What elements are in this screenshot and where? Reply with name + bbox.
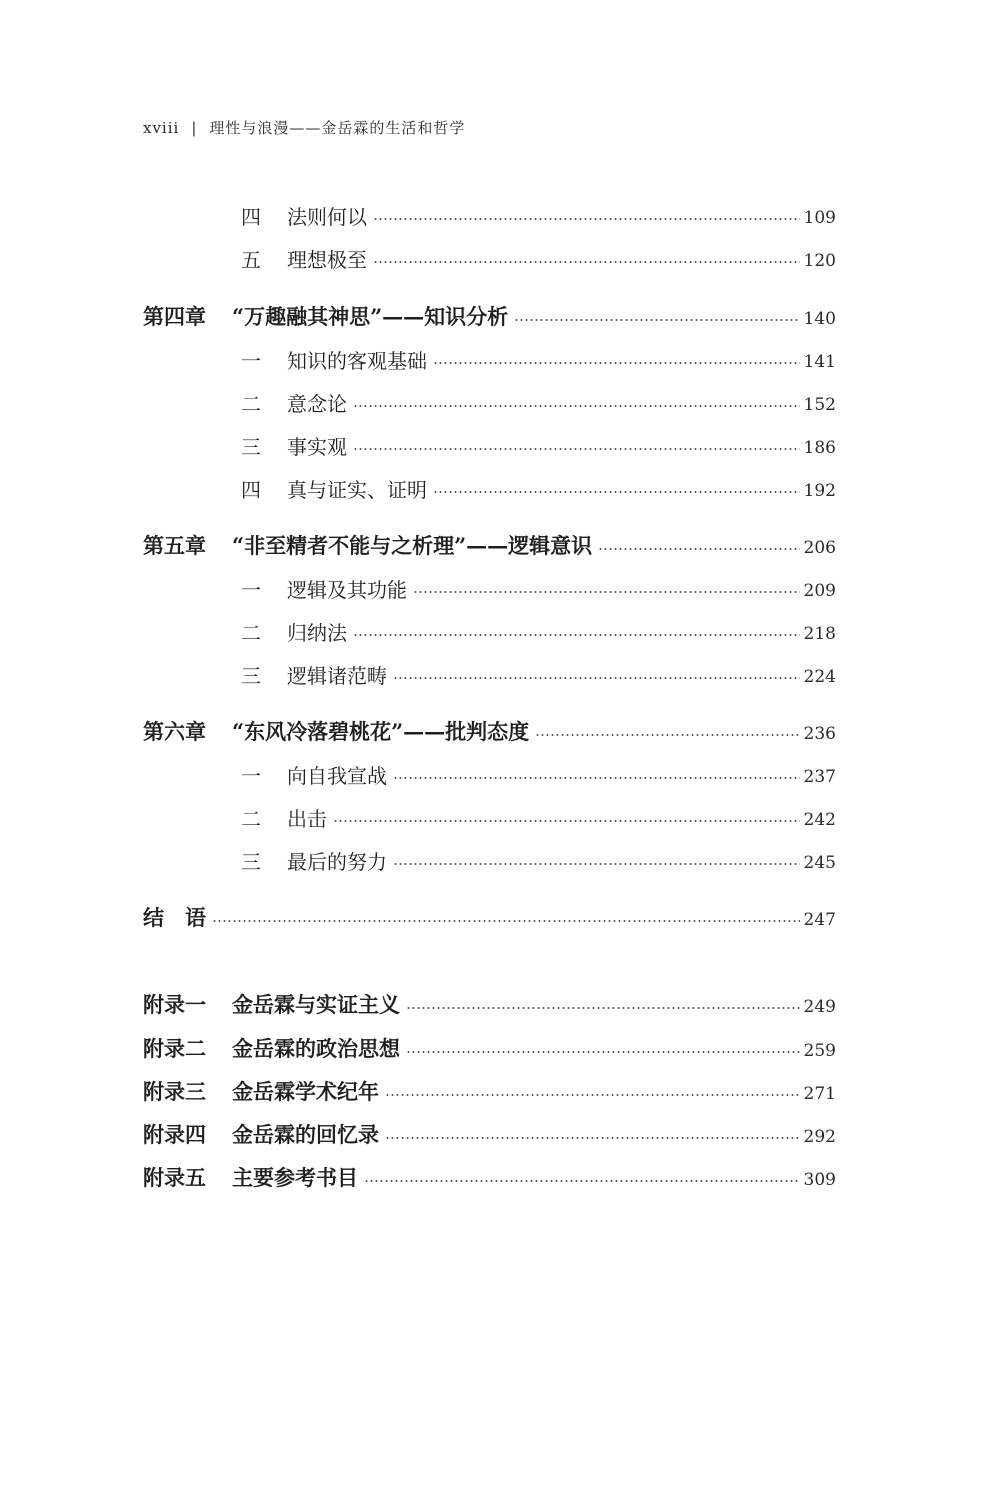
toc-chapter-entry (143, 1119, 836, 1149)
page-label: xviii (143, 119, 180, 137)
dot-leader (433, 362, 800, 364)
page-number: 242 (803, 810, 836, 830)
toc-chapter-entry (143, 902, 836, 932)
section-title: 真与证实、证明 (287, 477, 427, 502)
toc-section-entry (241, 802, 836, 832)
section-number: 四 (241, 477, 261, 502)
chapter-title: 金岳霖学术纪年 (232, 1079, 379, 1104)
dot-leader (393, 777, 800, 779)
dot-leader (514, 319, 799, 321)
toc-chapter-entry (143, 989, 836, 1019)
page-number: 218 (803, 624, 836, 644)
section-number: 一 (241, 577, 261, 602)
toc-section-entry (241, 659, 836, 689)
page-number: 186 (803, 438, 836, 458)
page-number: 140 (803, 309, 836, 329)
chapter-label: 第五章 (143, 533, 206, 558)
page-number: 109 (803, 208, 836, 228)
page-number: 120 (803, 251, 836, 271)
page-number: 309 (803, 1170, 836, 1190)
toc-section-entry (241, 473, 836, 503)
section-title: 法则何以 (287, 204, 367, 229)
page-number: 209 (803, 581, 836, 601)
section-title: 归纳法 (287, 620, 347, 645)
section-number: 二 (241, 391, 261, 416)
section-title: 最后的努力 (287, 849, 387, 874)
toc-chapter-entry (143, 301, 836, 331)
dot-leader (353, 448, 800, 450)
chapter-label: 第六章 (143, 719, 206, 744)
section-title: 理想极至 (287, 247, 367, 272)
dot-leader (385, 1137, 800, 1139)
page-number: 236 (803, 724, 836, 744)
dot-leader (212, 920, 800, 922)
toc-section-entry (241, 430, 836, 460)
dot-leader (333, 820, 800, 822)
section-number: 二 (241, 806, 261, 831)
dot-leader (373, 218, 800, 220)
chapter-label: 附录三 (143, 1079, 206, 1104)
dot-leader (385, 1094, 800, 1096)
toc-section-entry (241, 243, 836, 273)
page-number: 247 (803, 910, 836, 930)
dot-leader (373, 261, 800, 263)
toc-section-entry (241, 616, 836, 646)
toc-chapter-entry (143, 1076, 836, 1106)
toc-section-entry (241, 573, 836, 603)
dot-leader (353, 405, 800, 407)
dot-leader (598, 548, 799, 550)
chapter-title: 金岳霖的回忆录 (232, 1122, 379, 1147)
dot-leader (535, 734, 799, 736)
toc-chapter-entry (143, 530, 836, 560)
section-title: 事实观 (287, 434, 347, 459)
dot-leader (406, 1051, 800, 1053)
chapter-title: 金岳霖的政治思想 (232, 1036, 400, 1061)
dot-leader (353, 634, 800, 636)
chapter-title: “非至精者不能与之析理”——逻辑意识 (232, 533, 593, 558)
toc-chapter-entry (143, 1033, 836, 1063)
section-number: 二 (241, 620, 261, 645)
page-number: 259 (803, 1041, 836, 1061)
dot-leader (433, 491, 800, 493)
page-number: 292 (803, 1127, 836, 1147)
chapter-title: “东风冷落碧桃花”——批判态度 (232, 719, 530, 744)
chapter-label: 结 语 (143, 905, 206, 930)
page-number: 141 (803, 352, 836, 372)
chapter-title: “万趣融其神思”——知识分析 (232, 304, 509, 329)
toc-section-entry (241, 344, 836, 374)
chapter-title: 金岳霖与实证主义 (232, 992, 400, 1017)
section-number: 三 (241, 434, 261, 459)
chapter-label: 附录一 (143, 992, 206, 1017)
chapter-label: 附录四 (143, 1122, 206, 1147)
section-title: 逻辑及其功能 (287, 577, 407, 602)
section-number: 三 (241, 663, 261, 688)
toc-section-entry (241, 845, 836, 875)
page-number: 271 (803, 1084, 836, 1104)
page-number: 224 (803, 667, 836, 687)
section-title: 逻辑诸范畴 (287, 663, 387, 688)
chapter-title: 主要参考书目 (232, 1165, 358, 1190)
section-number: 五 (241, 247, 261, 272)
book-title: 理性与浪漫——金岳霖的生活和哲学 (209, 119, 466, 137)
toc-section-entry (241, 759, 836, 789)
dot-leader (406, 1007, 800, 1009)
dot-leader (393, 677, 800, 679)
chapter-label: 第四章 (143, 304, 206, 329)
dot-leader (413, 591, 800, 593)
chapter-label: 附录二 (143, 1036, 206, 1061)
section-number: 四 (241, 204, 261, 229)
toc-section-entry (241, 387, 836, 417)
running-head (143, 117, 465, 138)
page-number: 237 (803, 767, 836, 787)
chapter-label: 附录五 (143, 1165, 206, 1190)
page-number: 206 (803, 538, 836, 558)
toc-chapter-entry (143, 1162, 836, 1192)
page-number: 245 (803, 853, 836, 873)
section-title: 出击 (287, 806, 327, 831)
section-number: 三 (241, 849, 261, 874)
dot-leader (393, 863, 800, 865)
page-number: 152 (803, 395, 836, 415)
section-number: 一 (241, 763, 261, 788)
section-title: 向自我宣战 (287, 763, 387, 788)
section-title: 意念论 (287, 391, 347, 416)
toc-section-entry (241, 200, 836, 230)
section-number: 一 (241, 348, 261, 373)
toc-chapter-entry (143, 716, 836, 746)
page-number: 249 (803, 997, 836, 1017)
dot-leader (364, 1180, 800, 1182)
header-separator: | (191, 119, 198, 137)
section-title: 知识的客观基础 (287, 348, 427, 373)
page-number: 192 (803, 481, 836, 501)
